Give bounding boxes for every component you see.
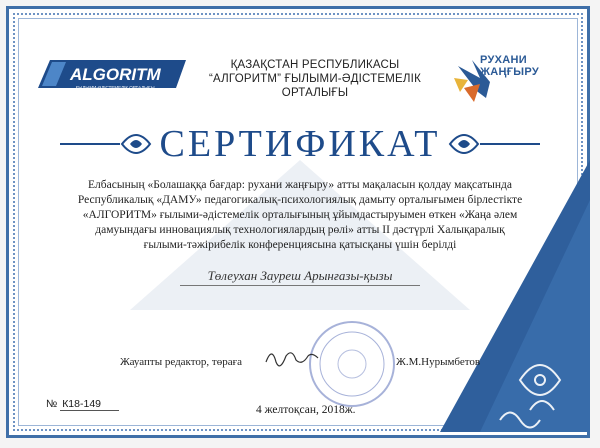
- body-line-4: дамуындағы инновациялық технологиялардың рөлі» атты II дәстүрлі Халықаралық: [95, 224, 505, 236]
- editor-label: Жауапты редактор, төраға: [120, 356, 242, 368]
- editor-name: Ж.М.Нурымбетов: [396, 356, 481, 368]
- issue-date: 4 желтоқсан, 2018ж.: [256, 404, 356, 416]
- certificate-number: [46, 398, 119, 410]
- number-value: К18-149: [60, 398, 119, 411]
- rukhani-zhangyru-text: [480, 54, 580, 78]
- algoritm-logo: [36, 58, 188, 92]
- algoritm-logo-tagline: ҒЫЛЫМИ-ӘДІСТЕМЕЛІК ОРТАЛЫҒЫ: [76, 85, 155, 90]
- certificate-title: СЕРТИФИКАТ: [159, 123, 441, 165]
- body-line-1: Елбасының «Болашаққа бағдар: рухани жаңғыру» атты мақаласын қолдау мақсатында: [88, 179, 512, 191]
- number-prefix: №: [46, 398, 58, 410]
- header-line-1: ҚАЗАҚСТАН РЕСПУБЛИКАСЫ: [230, 59, 400, 71]
- organization-header: [200, 58, 430, 100]
- logo-right-line-2: ЖАҢҒЫРУ: [480, 66, 539, 78]
- signature: [262, 342, 322, 370]
- recipient-underline: [180, 285, 420, 286]
- body-line-5: ғылыми-тәжірибелік конференциясына қатысқаны үшін берілді: [143, 239, 457, 251]
- algoritm-logo-text: ALGORITM: [70, 65, 161, 84]
- logo-right-line-1: РУХАНИ: [480, 54, 527, 66]
- ornament-right-icon: [440, 124, 540, 164]
- header-line-2: “АЛГОРИТМ” ҒЫЛЫМИ-ӘДІСТЕМЕЛІК: [209, 73, 421, 85]
- title-row: [60, 120, 540, 164]
- recipient-name: Төлеухан Зауреш Арынғазы-қызы: [207, 268, 393, 283]
- body-line-3: «АЛГОРИТМ» ғылыми-әдістемелік орталығының ұйымдастыруымен өткен «Жаңа әлем: [82, 209, 518, 221]
- header-line-3: ОРТАЛЫҒЫ: [281, 87, 349, 99]
- body-line-2: Республикалық «ДАМУ» педагогикалық-психологиялық дамыту орталығымен бірлестікте: [77, 194, 523, 206]
- certificate-body: [48, 178, 552, 253]
